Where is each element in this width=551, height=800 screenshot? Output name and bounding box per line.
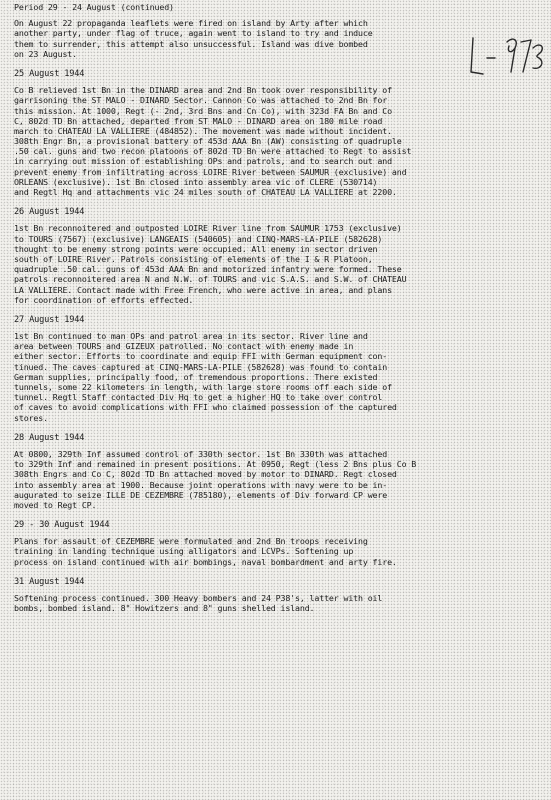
entry-line: into assembly area at 1900. Because joint operations with navy were to be in-: [14, 479, 388, 490]
intro-line: another party, under flag of truce, again went to island to try and induce: [14, 28, 373, 39]
entry-line: of caves to avoid complications with FFI who claimed possession of the captured: [14, 402, 397, 413]
entry-date: 28 August 1944: [14, 432, 85, 443]
entry-line: march to CHATEAU LA VALLIERE (484852). The movement was made without incident.: [14, 125, 392, 136]
entry-line: tinued. The caves captured at CINQ-MARS-LA-PILE (582628) was found to contain: [14, 361, 388, 372]
entry-line: stores.: [14, 412, 48, 423]
entry-line: .50 cal. guns and two recon platoons of 802d TD Bn were attached to Regt to assist: [14, 146, 412, 157]
entry-line: in carrying out mission of establishing OPs and patrols, and to search out and: [14, 156, 392, 167]
entry-line: LA VALLIERE. Contact made with Free French, who were active in area, and plans: [14, 284, 392, 295]
entry-line: to 329th Inf and remained in present positions. At 0950, Regt (less 2 Bns plus Co B: [14, 459, 417, 470]
intro-line: them to surrender, this attempt also unsuccessful. Island was dive bombed: [14, 38, 368, 49]
entry-line: Co B relieved 1st Bn in the DINARD area and 2nd Bn took over responsibility of: [14, 85, 392, 96]
entry-line: Plans for assault of CEZEMBRE were formulated and 2nd Bn troops receiving: [14, 536, 368, 547]
entry-line: C, 802d TD Bn attached, departed from ST MALO - DINARD area on 180 mile road: [14, 115, 383, 126]
entry-line: 308th Engr Bn, a provisional battery of 453d AAA Bn (AW) consisting of quadruple: [14, 136, 402, 147]
entry-line: quadruple .50 cal. guns of 453d AAA Bn and motorized infantry were formed. These: [14, 264, 402, 275]
document-body: [14, 2, 544, 613]
entry-line: ORLEANS (exclusive). 1st Bn closed into assembly area vic of CLERE (530714): [14, 176, 378, 187]
entry-line: 1st Bn reconnoitered and outposted LOIRE River line from SAUMUR 1753 (exclusive): [14, 223, 402, 234]
entry-line: training in landing technique using alligators and LCVPs. Softening up: [14, 546, 354, 557]
entry-date: 29 - 30 August 1944: [14, 520, 110, 531]
entry-line: 1st Bn continued to man OPs and patrol area in its sector. River line and: [14, 331, 368, 342]
entry-date: 31 August 1944: [14, 576, 85, 587]
entry-line: patrols reconnoitered area N and N.W. of TOURS and vic S.A.S. and S.W. of CHATEAU: [14, 274, 407, 285]
entry-line: area between TOURS and GIZEUX patrolled. No contact with enemy made in: [14, 341, 354, 352]
entry-line: prevent enemy from infiltrating across LOIRE River between SAUMUR (exclusive) and: [14, 166, 407, 177]
entry-line: bombs, bombed island. 8" Howitzers and 8" guns shelled island.: [14, 603, 315, 614]
entry-line: and Regtl Hq and attachments vic 24 miles south of CHATEAU LA VALLIERE at 2200.: [14, 187, 397, 197]
entry-line: this mission. At 1000, Regt (- 2nd, 3rd Bns and Cn Co), with 323d FA Bn and Co: [14, 105, 392, 116]
entry-date: 26 August 1944: [14, 207, 85, 218]
entry-line: for coordination of efforts effected.: [14, 294, 194, 305]
entry-line: augurated to seize ILLE DE CEZEMBRE (785180), elements of Div forward CP were: [14, 489, 388, 500]
continuation-header: Period 29 - 24 August (continued): [14, 2, 174, 12]
entry-date: 25 August 1944: [14, 68, 85, 79]
intro-line: On August 22 propaganda leaflets were fired on island by Arty after which: [14, 18, 368, 29]
entry-line: garrisoning the ST MALO - DINARD Sector. Cannon Co was attached to 2nd Bn for: [14, 95, 388, 106]
entry-line: south of LOIRE River. Patrols consisting of elements of the I & R Platoon,: [14, 253, 373, 264]
entry-line: At 0800, 329th Inf assumed control of 330th sector. 1st Bn 330th was attached: [14, 448, 388, 459]
entry-line: to TOURS (7567) (exclusive) LANGEAIS (540605) and CINQ-MARS-LA-PILE (582628): [14, 233, 383, 244]
entry-line: tunnel. Regtl Staff contacted Div Hq to get a higher HQ to take over control: [14, 392, 383, 403]
intro-line: on 23 August.: [14, 48, 77, 59]
entry-line: Softening process continued. 300 Heavy bombers and 24 P38's, latter with oil: [14, 593, 383, 603]
entry-line: moved to Regt CP.: [14, 499, 97, 510]
entry-line: thought to be enemy strong points were occupied. All enemy in sector driven: [14, 243, 378, 254]
entry-line: German supplies, principally food, of tremendous proportions. There existed: [14, 371, 378, 382]
entry-line: process on island continued with air bombings, naval bombardment and arty fire.: [14, 556, 397, 567]
entry-line: tunnels, some 22 kilometers in length, with large store rooms off each side of: [14, 382, 392, 392]
entry-line: either sector. Efforts to coordinate and equip FFI with German equipment con-: [14, 351, 388, 362]
entry-line: 308th Engrs and Co C, 802d TD Bn attached moved by motor to DINARD. Regt closed: [14, 469, 397, 480]
entry-date: 27 August 1944: [14, 314, 85, 325]
